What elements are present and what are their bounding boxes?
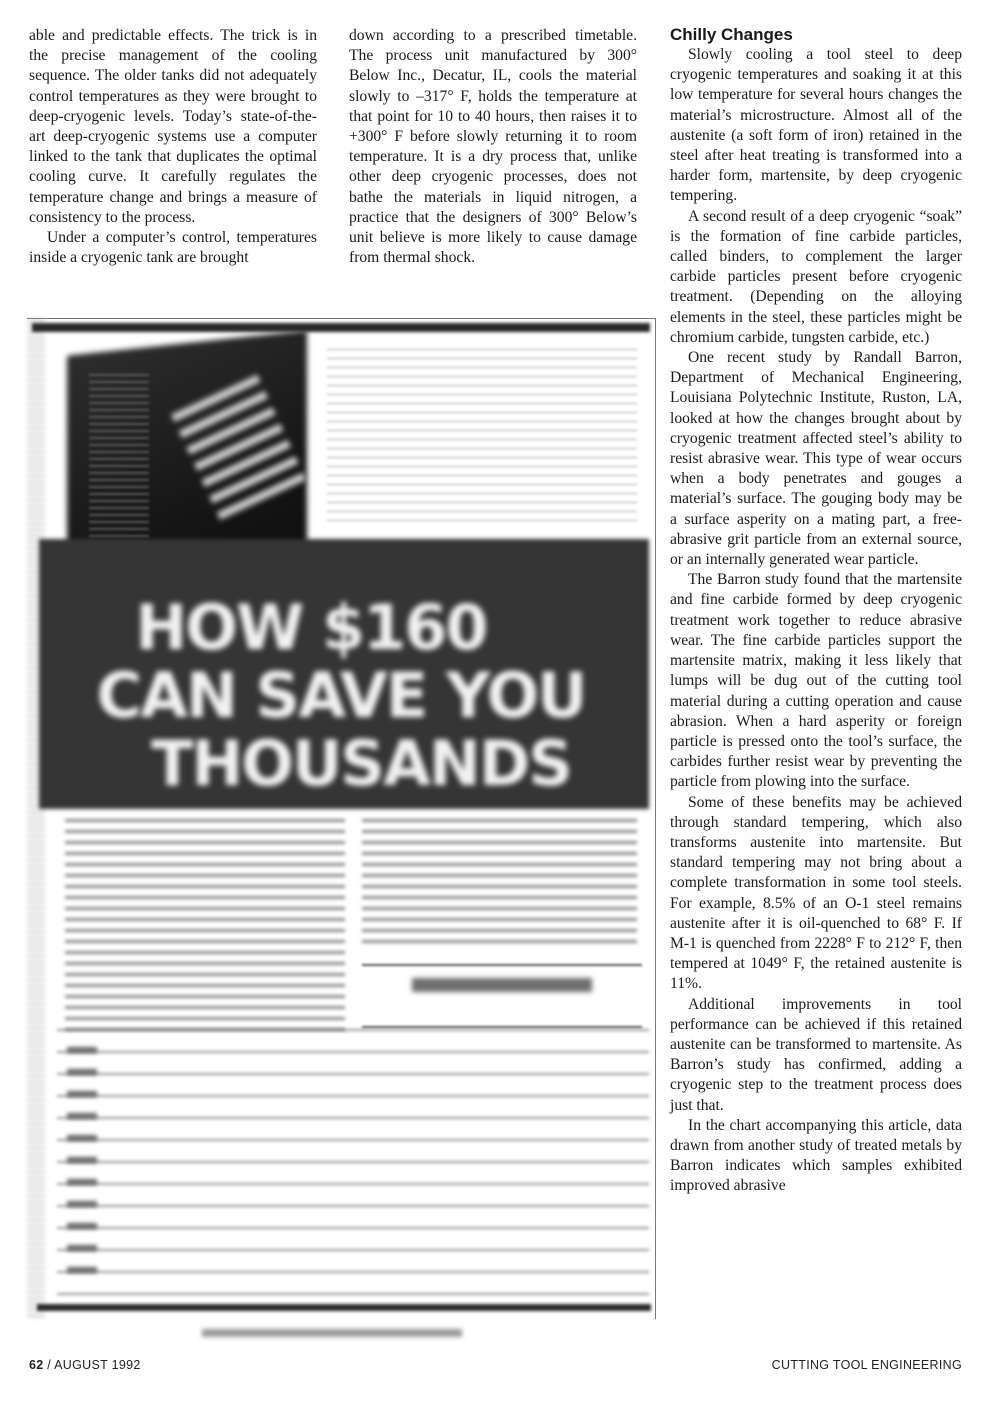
- paragraph: A second result of a deep cryogenic “soak” is the formation of fine carbide particles, called binders, to complement the larger carbide particles present before cryogenic treatment. (Depending on the alloying elements in the steel, these particles might be chromium carbide, tungsten carbide, etc.): [670, 207, 962, 346]
- ad-body-copy-right: [362, 819, 637, 949]
- paragraph: Additional improvements in tool performance can be achieved if this retained austenite can be transformed to martensite. As Barron’s study has confirmed, adding a cryogenic step to the treatment process does just that.: [670, 995, 962, 1114]
- ad-caption: [202, 1329, 462, 1337]
- ad-body-copy-left: [65, 819, 345, 1039]
- issue-date: / AUGUST 1992: [43, 1358, 141, 1372]
- paragraph: Slowly cooling a tool steel to deep cryogenic temperatures and soaking it at this low temperature for several hours changes the material’s microstructure. Almost all of the austenite (a soft form of iron) retained in the steel after heat treating is transformed into a harder form, martensite, by deep cryogenic tempering.: [670, 46, 962, 205]
- ad-table-of-contents: [327, 349, 637, 524]
- paragraph: In the chart accompanying this article, data drawn from another study of treated metals by Barron indicates which samples exhibited improved abrasive: [670, 1116, 962, 1195]
- article-column-2: [349, 26, 637, 268]
- ad-headline-line-3: THOUSANDS: [151, 727, 571, 800]
- paragraph: One recent study by Randall Barron, Department of Mechanical Engineering, Louisiana Polytechnic Institute, Ruston, LA, looked at how the changes brought about by cryogenic treatment affected steel’s ability to resist abrasive wear. This type of wear occurs when a body penetrates and gouges a material’s surface. The gouging body may be a surface asperity on a mating part, a free-abrasive grit particle from an external source, or an internally generated wear particle.: [670, 349, 962, 569]
- page-number: 62: [29, 1358, 44, 1372]
- paragraph: The Barron study found that the martensite and fine carbide formed by deep cryogenic treatment work together to reduce abrasive wear. The fine carbide particles support the martensite matrix, making it less likely that lumps will be dug out of the cutting tool material during a cutting operation and cause abrasion. When a hard asperity or foreign particle is pressed onto the tool’s surface, the carbides further resist wear by preventing the particle from plowing into the surface.: [670, 571, 962, 791]
- ad-order-form-labels: [67, 1047, 97, 1287]
- paragraph: Some of these benefits may be achieved through standard tempering, which also transforms austenite into martensite. But standard tempering may not bring about a complete transformation in some tool steels. For example, 8.5% of an O-1 steel remains austenite after it is oil-quenched to 68° F. If M-1 is quenched from 2228° F to 212° F, then tempered at 1049° F, the retained austenite is 11%.: [670, 793, 962, 993]
- ad-bottom-rule: [37, 1304, 651, 1311]
- ad-top-rule: [32, 323, 650, 332]
- section-heading: Chilly Changes: [670, 25, 793, 44]
- advertisement: [27, 318, 656, 1319]
- ad-headline-line-2: CAN SAVE YOU: [96, 659, 586, 732]
- paragraph: down according to a prescribed timetable. The process unit manufactured by 300° Below Inc., Decatur, IL, cools the material slowly to –317° F, holds the temperature at that point for 10 to 40 hours, then raises it to +300° F before slowly returning it to room temperature. It is a dry process that, unlike other deep cryogenic processes, does not bathe the materials in liquid nitrogen, a practice that the designers of 300° Below’s unit believe is more likely to cause damage from thermal shock.: [349, 27, 637, 267]
- article-column-1: [29, 26, 317, 268]
- ad-price-box: [362, 964, 642, 1028]
- article-column-3: [670, 24, 962, 1197]
- paragraph: able and predictable effects. The trick is in the precise management of the cooling sequence. The older tanks did not adequately control temperatures as they were brought to deep-cryogenic levels. Today’s state-of-the-art deep-cryogenic systems use a computer linked to the tank that duplicates the optimal cooling curve. It carefully regulates the temperature change and brings a measure of consistency to the process.: [29, 27, 317, 226]
- paragraph: Under a computer’s control, temperatures inside a cryogenic tank are brought: [29, 229, 317, 267]
- ad-book-spine-text: [89, 374, 149, 564]
- ad-order-form: [57, 1029, 649, 1299]
- ad-headline-line-1: HOW $160: [135, 591, 487, 664]
- page-footer-left: [29, 1358, 141, 1372]
- ad-price-text: [412, 978, 592, 992]
- publication-name: CUTTING TOOL ENGINEERING: [771, 1358, 962, 1372]
- ad-edge-texture: [27, 319, 45, 1319]
